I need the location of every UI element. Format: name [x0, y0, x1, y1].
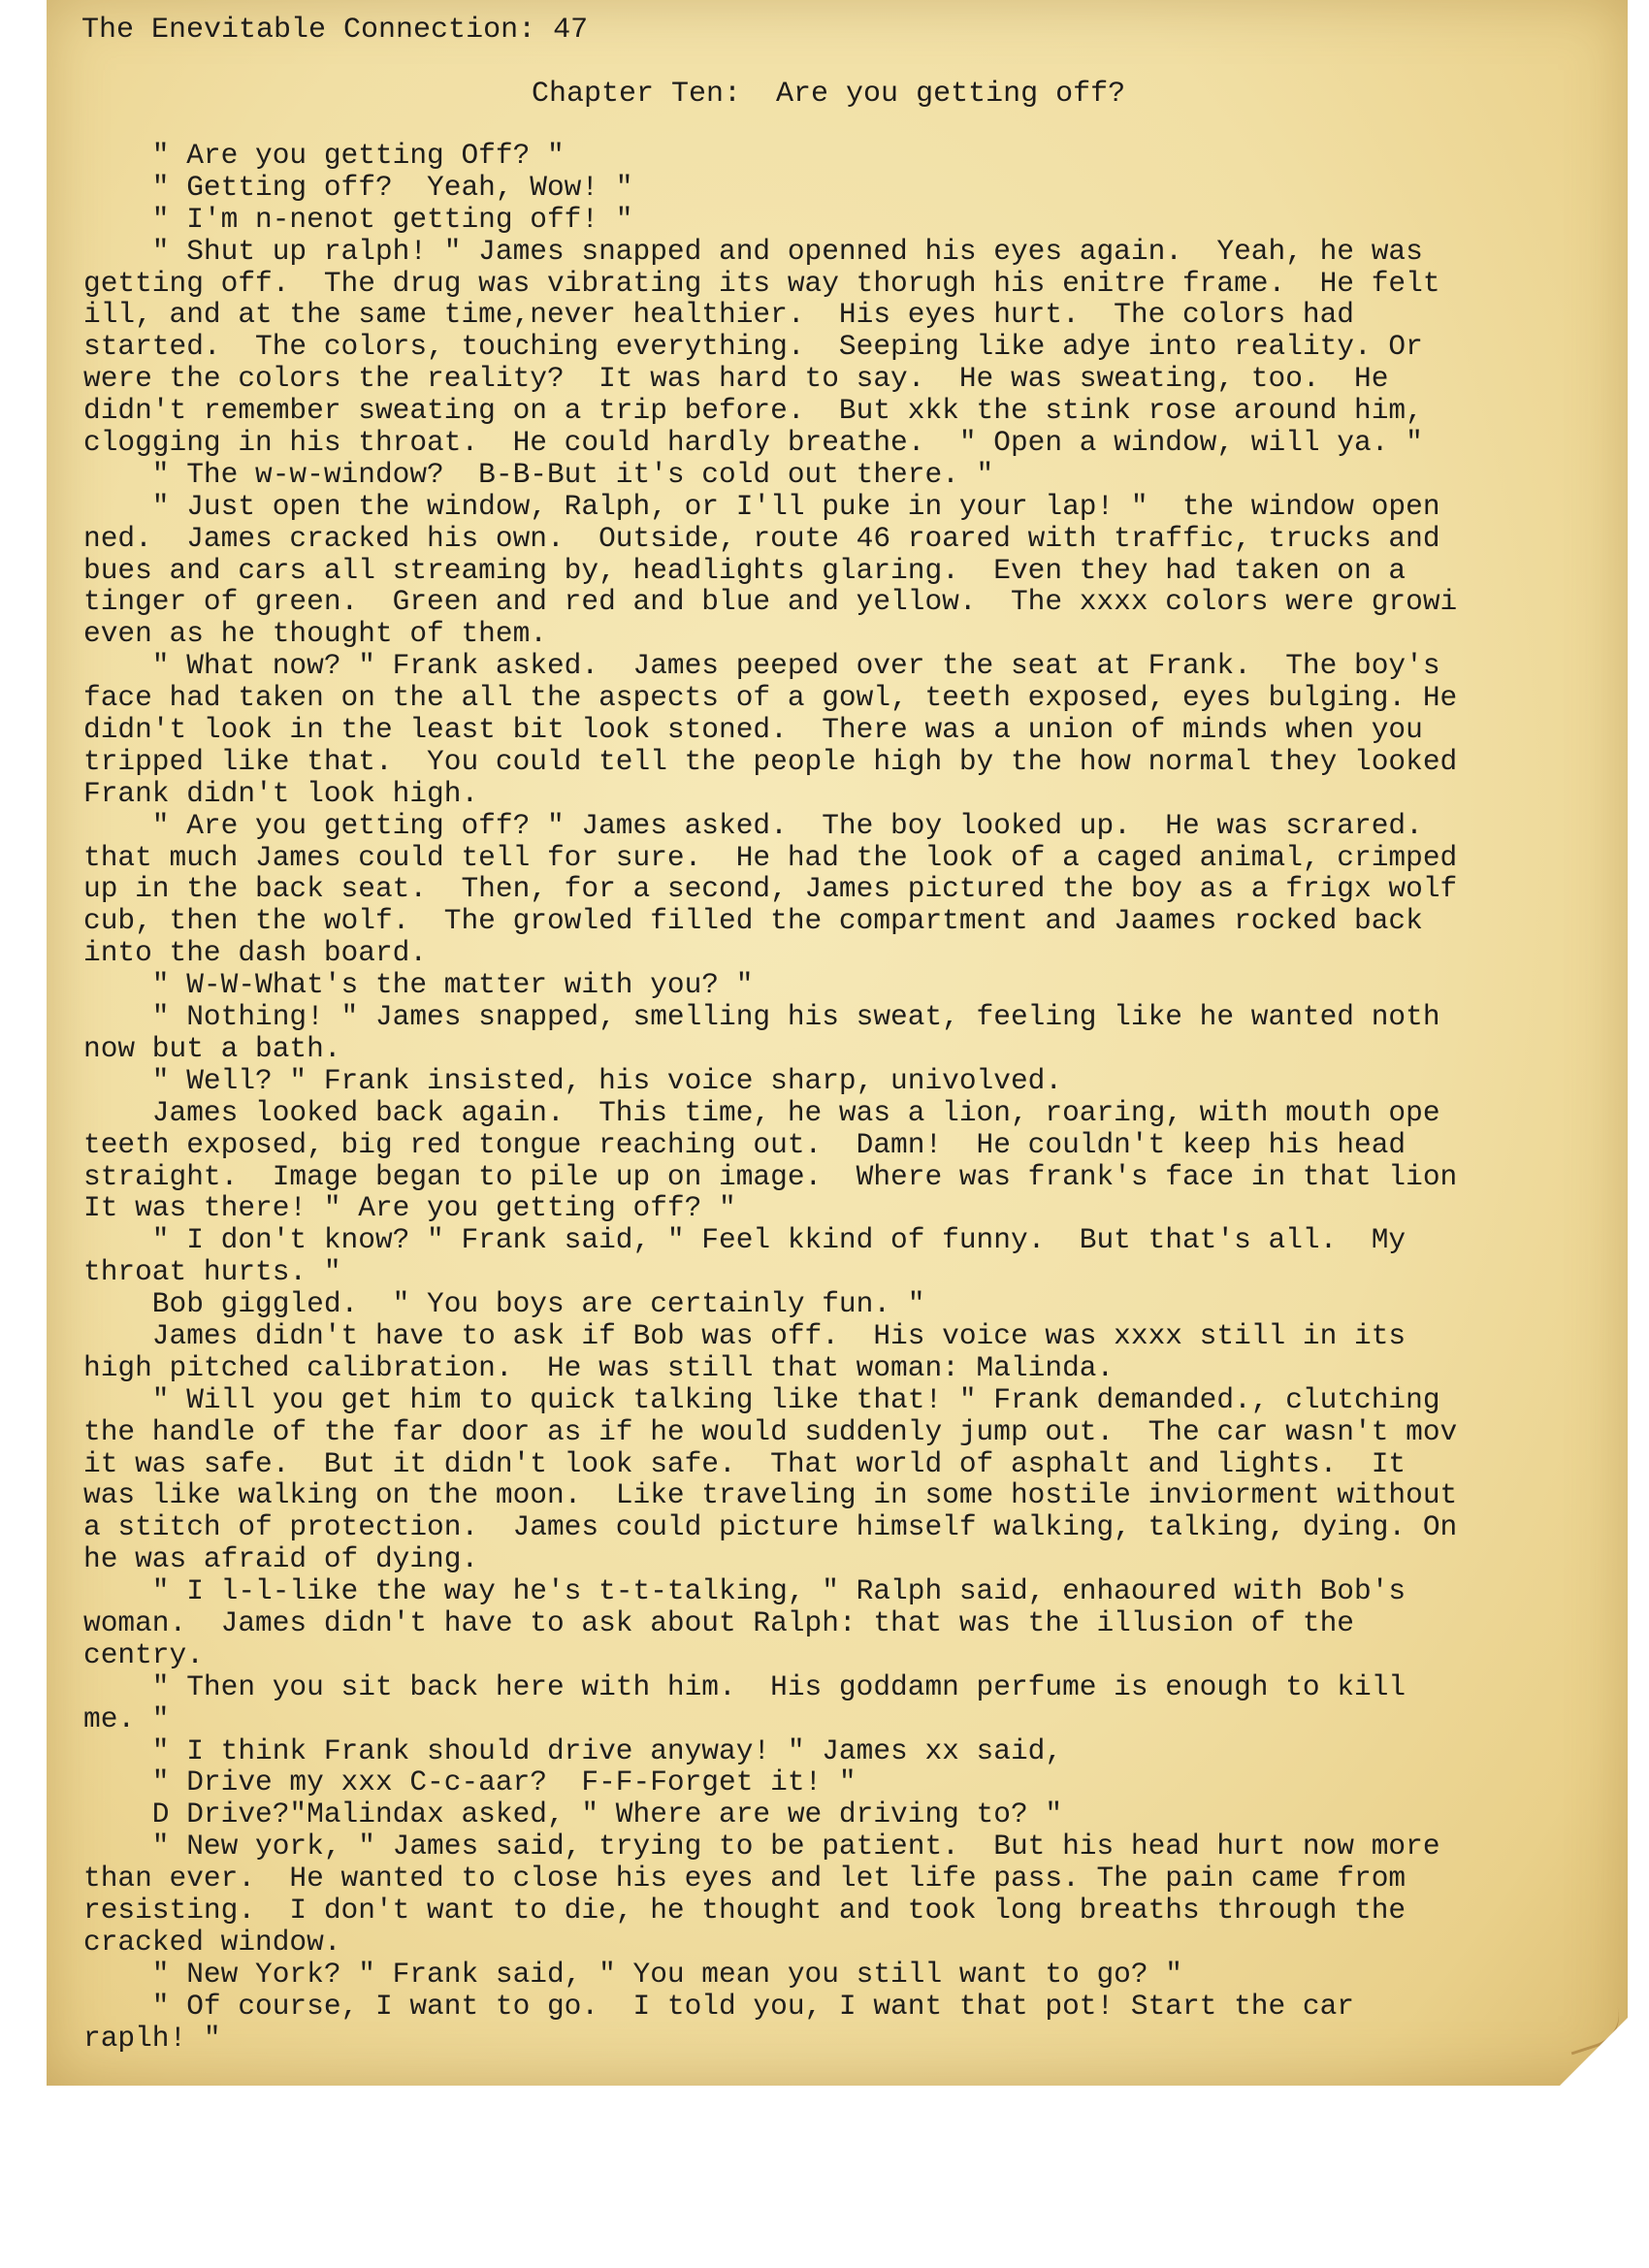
text-line: " Getting off? Yeah, Wow! " [83, 171, 633, 204]
text-line: " W-W-What's the matter with you? " [83, 969, 754, 1002]
text-line: " New York? " Frank said, " You mean you still want to go? " [83, 1958, 1182, 1991]
text-line: " Shut up ralph! " James snapped and openned his eyes again. Yeah, he was [83, 235, 1423, 268]
text-line: tinger of green. Green and red and blue and yellow. The xxxx colors were growi [83, 586, 1458, 619]
text-line: ned. James cracked his own. Outside, route 46 roared with traffic, trucks and [83, 522, 1440, 555]
text-line: " I think Frank should drive anyway! " James xx said, [83, 1734, 1063, 1767]
text-line: James didn't have to ask if Bob was off. His voice was xxxx still in its [83, 1319, 1406, 1352]
text-line: cracked window. [83, 1926, 341, 1959]
text-line: " Just open the window, Ralph, or I'll puke in your lap! " the window open [83, 490, 1440, 523]
body-text [83, 140, 1628, 2054]
text-line: straight. Image began to pile up on image. Where was frank's face in that lion [83, 1160, 1458, 1193]
text-line: getting off. The drug was vibrating its way thorugh his enitre frame. He felt [83, 267, 1440, 300]
text-line: Frank didn't look high. [83, 777, 479, 810]
text-line: " I'm n-nenot getting off! " [83, 203, 633, 236]
text-line: the handle of the far door as if he would suddenly jump out. The car wasn't mov [83, 1415, 1458, 1448]
text-line: it was safe. But it didn't look safe. That world of asphalt and lights. It [83, 1447, 1406, 1480]
text-line: " Are you getting Off? " [83, 140, 565, 172]
text-line: " Of course, I want to go. I told you, I want that pot! Start the car [83, 1990, 1355, 2023]
text-line: that much James could tell for sure. He had the look of a caged animal, crimped [83, 841, 1458, 874]
text-line: face had taken on the all the aspects of a gowl, teeth exposed, eyes bulging. He [83, 682, 1458, 715]
text-line: were the colors the reality? It was hard to say. He was sweating, too. He [83, 363, 1389, 396]
page-header: The Enevitable Connection: 47 [81, 14, 589, 47]
text-line: " Nothing! " James snapped, smelling his sweat, feeling like he wanted noth [83, 1001, 1440, 1033]
text-line: " What now? " Frank asked. James peeped over the seat at Frank. The boy's [83, 650, 1440, 683]
text-line: tripped like that. You could tell the people high by the how normal they looked [83, 745, 1458, 778]
typewritten-page [47, 0, 1628, 2086]
text-line: even as he thought of them. [83, 618, 547, 651]
text-line: " Are you getting off? " James asked. The boy looked up. He was scrared. [83, 809, 1423, 842]
text-line: bues and cars all streaming by, headlights glaring. Even they had taken on a [83, 554, 1406, 587]
text-line: was like walking on the moon. Like traveling in some hostile inviorment without [83, 1479, 1458, 1512]
text-line: clogging in his throat. He could hardly breathe. " Open a window, will ya. " [83, 427, 1423, 459]
text-line: resisting. I don't want to die, he thought and took long breaths through the [83, 1894, 1406, 1927]
text-line: he was afraid of dying. [83, 1543, 479, 1576]
text-line: " I l-l-like the way he's t-t-talking, " Ralph said, enhaoured with Bob's [83, 1575, 1406, 1607]
text-line: " Then you sit back here with him. His goddamn perfume is enough to kill [83, 1670, 1406, 1703]
text-line: cub, then the wolf. The growled filled the compartment and Jaames rocked back [83, 905, 1423, 938]
text-line: than ever. He wanted to close his eyes and let life pass. The pain came from [83, 1863, 1406, 1895]
text-line: into the dash board. [83, 937, 428, 970]
text-line: didn't look in the least bit look stoned. There was a union of minds when you [83, 714, 1423, 746]
text-line: " Will you get him to quick talking like that! " Frank demanded., clutching [83, 1383, 1440, 1416]
text-line: didn't remember sweating on a trip before. But xkk the stink rose around him, [83, 395, 1423, 428]
text-line: raplh! " [83, 2022, 221, 2055]
text-line: teeth exposed, big red tongue reaching out. Damn! He couldn't keep his head [83, 1128, 1406, 1161]
text-line: now but a bath. [83, 1032, 341, 1065]
page-corner-fold [1560, 2018, 1628, 2086]
text-line: up in the back seat. Then, for a second, James pictured the boy as a frigx wolf [83, 873, 1458, 906]
text-line: started. The colors, touching everything. Seeping like adye into reality. Or [83, 331, 1423, 364]
text-line: a stitch of protection. James could picture himself walking, talking, dying. On [83, 1511, 1458, 1544]
text-line: " Well? " Frank insisted, his voice sharp, univolved. [83, 1064, 1063, 1097]
chapter-title: Chapter Ten: Are you getting off? [532, 78, 1126, 111]
text-line: " The w-w-window? B-B-But it's cold out there. " [83, 458, 994, 491]
text-line: throat hurts. " [83, 1256, 341, 1289]
text-line: centry. [83, 1638, 204, 1671]
text-line: high pitched calibration. He was still that woman: Malinda. [83, 1351, 1115, 1384]
text-line: James looked back again. This time, he was a lion, roaring, with mouth ope [83, 1096, 1440, 1129]
text-line: D Drive?"Malindax asked, " Where are we driving to? " [83, 1798, 1063, 1831]
text-line: " New york, " James said, trying to be patient. But his head hurt now more [83, 1831, 1440, 1863]
text-line: woman. James didn't have to ask about Ralph: that was the illusion of the [83, 1606, 1355, 1639]
text-line: Bob giggled. " You boys are certainly fun. " [83, 1288, 925, 1320]
text-line: " I don't know? " Frank said, " Feel kkind of funny. But that's all. My [83, 1224, 1406, 1257]
text-line: me. " [83, 1702, 170, 1735]
text-line: " Drive my xxx C-c-aar? F-F-Forget it! " [83, 1766, 857, 1799]
text-line: It was there! " Are you getting off? " [83, 1192, 736, 1225]
text-line: ill, and at the same time,never healthier. His eyes hurt. The colors had [83, 299, 1355, 332]
